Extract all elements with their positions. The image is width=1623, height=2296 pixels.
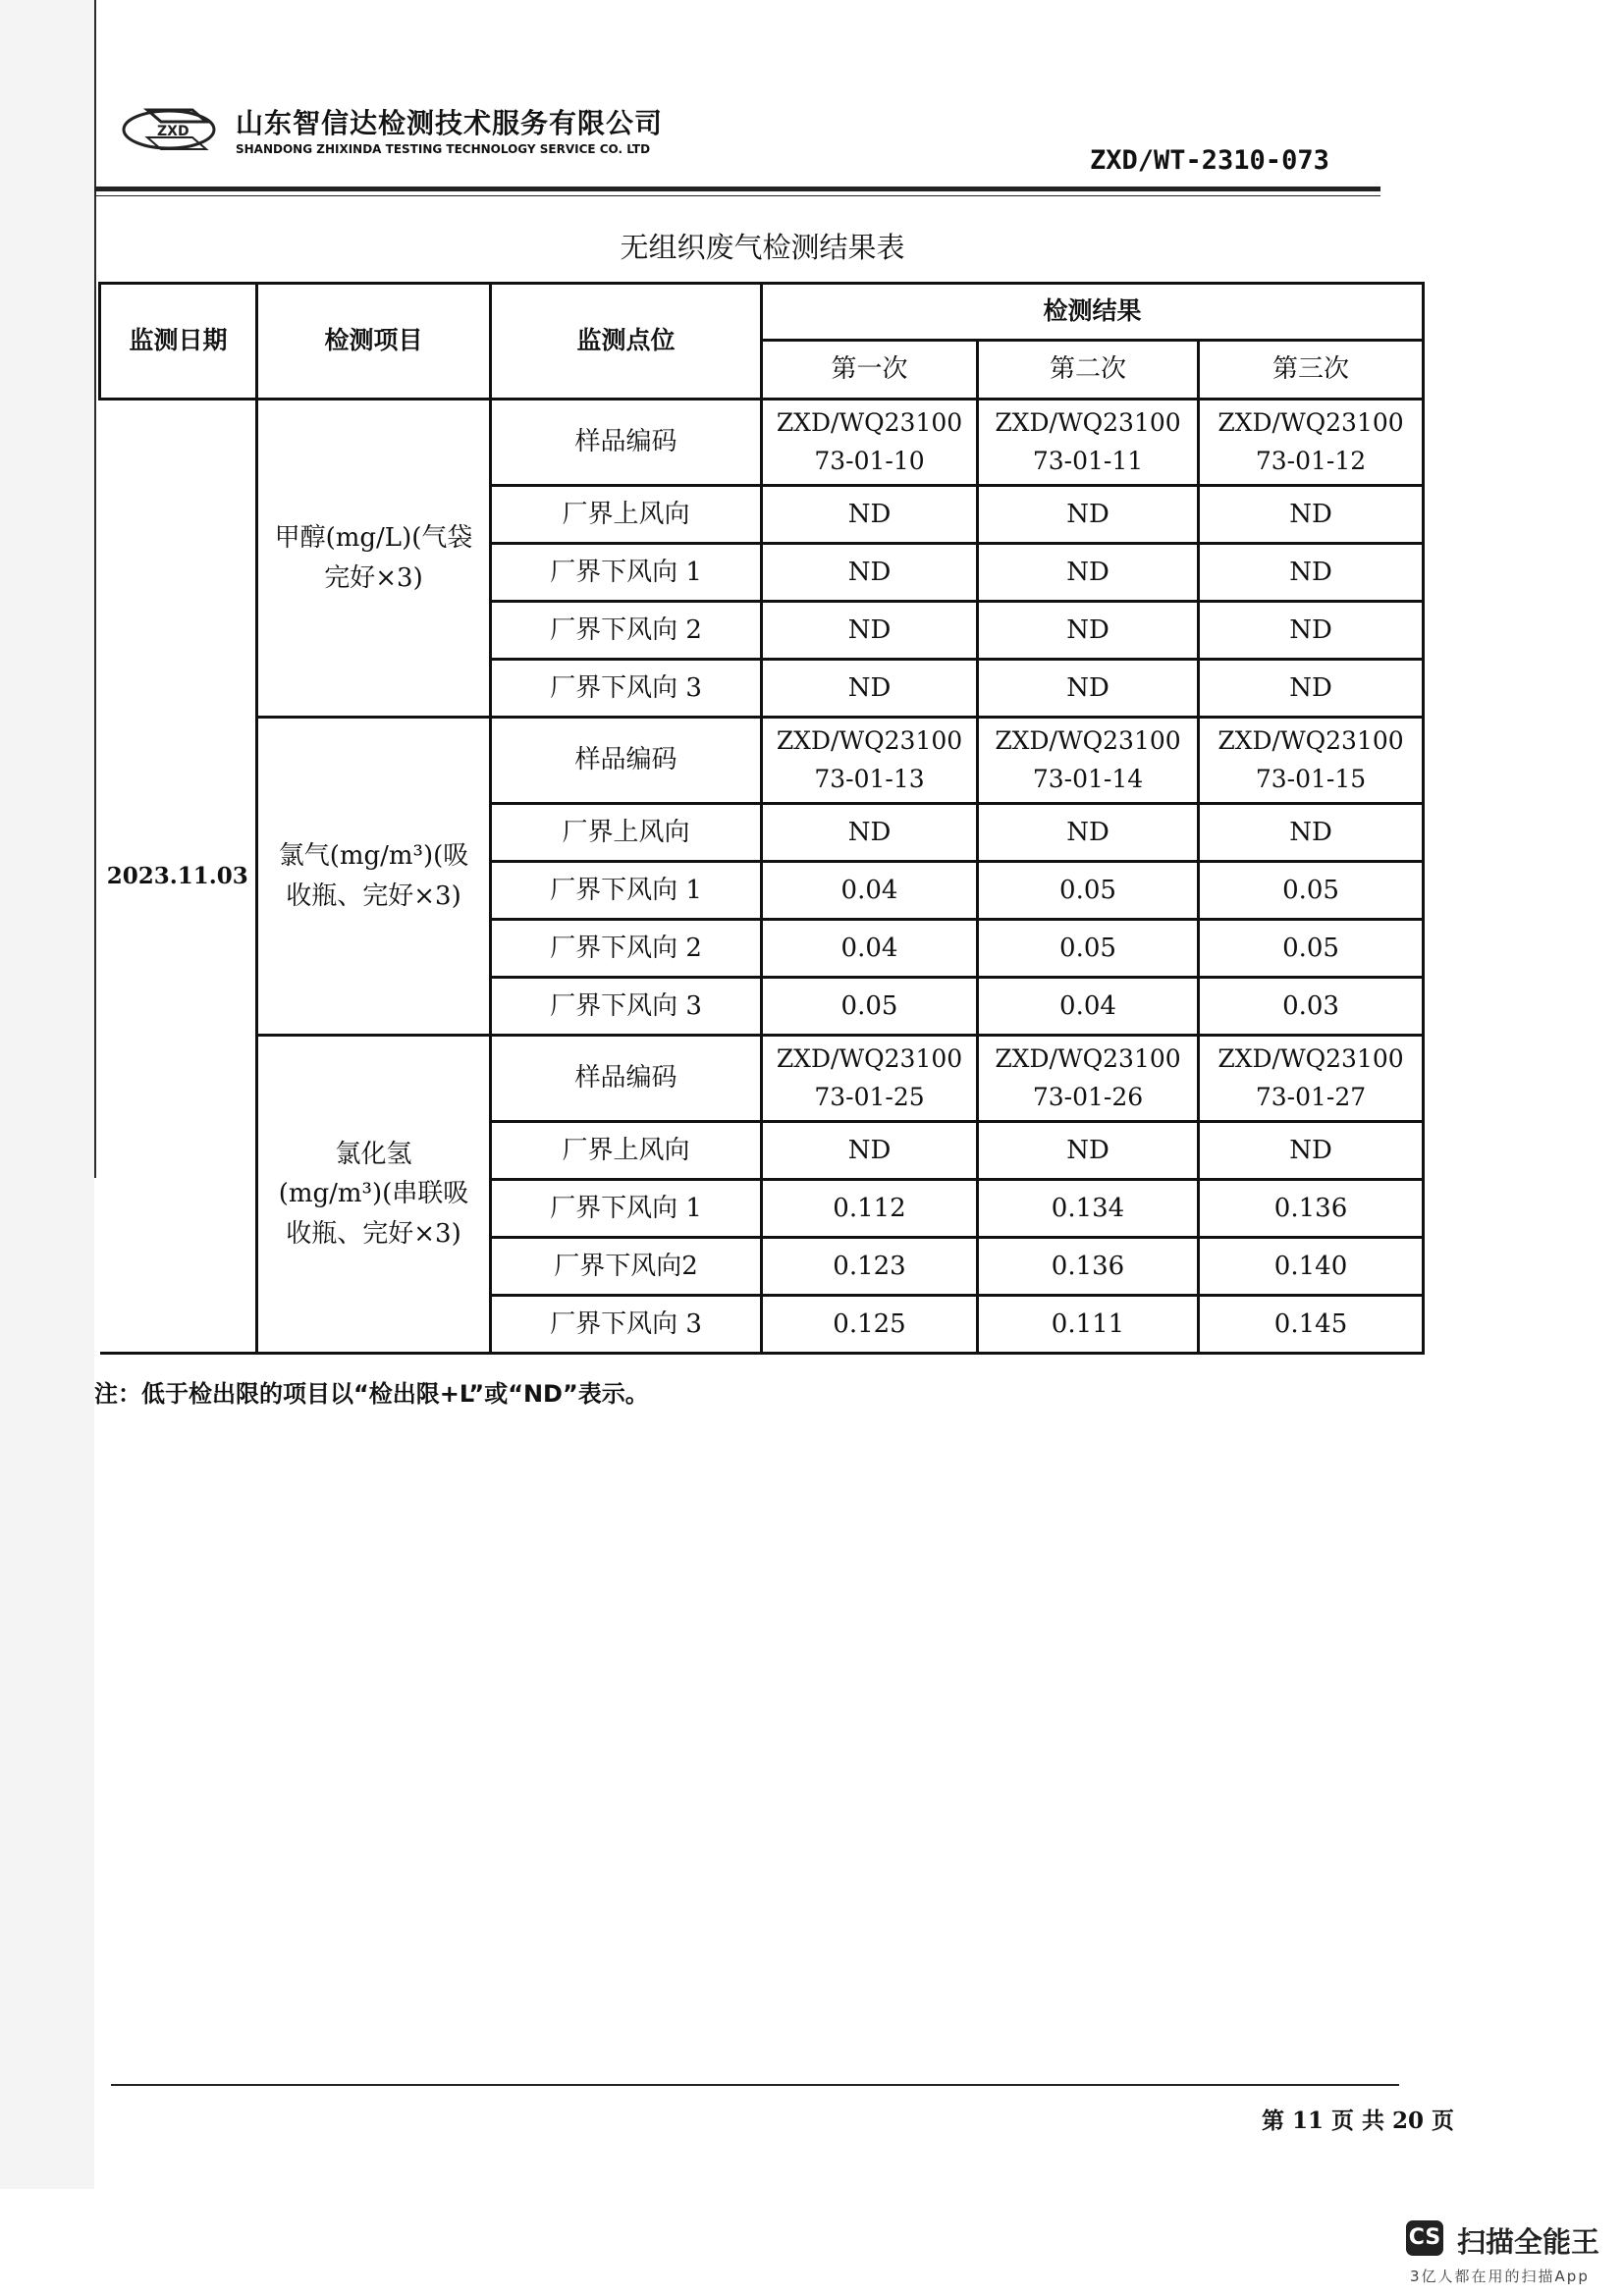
- point-cell: 厂界下风向 3: [491, 978, 762, 1036]
- point-cell: 厂界下风向 3: [491, 660, 762, 718]
- sample-code-label: 样品编码: [491, 1036, 762, 1122]
- results-table: [98, 282, 1425, 1355]
- value-cell: 0.123: [762, 1238, 978, 1296]
- value-cell: 0.04: [762, 920, 978, 978]
- point-cell: 厂界下风向 1: [491, 862, 762, 920]
- value-cell: 0.134: [978, 1180, 1199, 1238]
- value-cell: ND: [762, 1122, 978, 1180]
- value-cell: ND: [762, 804, 978, 862]
- value-cell: 0.111: [978, 1296, 1199, 1354]
- company-name-cn: 山东智信达检测技术服务有限公司: [236, 107, 664, 139]
- header-first: 第一次: [762, 341, 978, 400]
- value-cell: ND: [978, 486, 1199, 544]
- value-cell: ND: [762, 602, 978, 660]
- scanner-logo-icon: CS: [1406, 2220, 1443, 2256]
- header-third: 第三次: [1199, 341, 1424, 400]
- page-number: 第 11 页 共 20 页: [1262, 2108, 1455, 2134]
- value-cell: ND: [1199, 544, 1424, 602]
- value-cell: 0.04: [978, 978, 1199, 1036]
- point-cell: 厂界下风向 2: [491, 920, 762, 978]
- item-name: 甲醇(mg/L)(气袋 完好×3): [257, 400, 491, 718]
- point-cell: 厂界上风向: [491, 804, 762, 862]
- sample-code: ZXD/WQ23100 73-01-13: [762, 718, 978, 804]
- sample-code: ZXD/WQ23100 73-01-27: [1199, 1036, 1424, 1122]
- value-cell: 0.04: [762, 862, 978, 920]
- scanner-tagline: 3亿人都在用的扫描App: [1410, 2268, 1590, 2285]
- value-cell: 0.140: [1199, 1238, 1424, 1296]
- point-cell: 厂界下风向2: [491, 1238, 762, 1296]
- sample-code: ZXD/WQ23100 73-01-14: [978, 718, 1199, 804]
- sample-code: ZXD/WQ23100 73-01-11: [978, 400, 1199, 486]
- header-second: 第二次: [978, 341, 1199, 400]
- value-cell: 0.05: [978, 862, 1199, 920]
- value-cell: ND: [978, 602, 1199, 660]
- sample-code: ZXD/WQ23100 73-01-10: [762, 400, 978, 486]
- point-cell: 厂界上风向: [491, 1122, 762, 1180]
- point-cell: 厂界下风向 3: [491, 1296, 762, 1354]
- value-cell: ND: [978, 1122, 1199, 1180]
- sample-code: ZXD/WQ23100 73-01-12: [1199, 400, 1424, 486]
- value-cell: ND: [978, 804, 1199, 862]
- value-cell: ND: [978, 660, 1199, 718]
- header-item: 检测项目: [257, 284, 491, 400]
- table-row: [100, 718, 1424, 804]
- monitoring-date: 2023.11.03: [100, 400, 257, 1354]
- value-cell: 0.125: [762, 1296, 978, 1354]
- value-cell: 0.05: [978, 920, 1199, 978]
- company-name-en: SHANDONG ZHIXINDA TESTING TECHNOLOGY SERVICE CO. LTD: [236, 142, 651, 156]
- value-cell: 0.05: [1199, 862, 1424, 920]
- value-cell: ND: [1199, 660, 1424, 718]
- header-date: 监测日期: [100, 284, 257, 400]
- item-name: 氯气(mg/m³)(吸 收瓶、完好×3): [257, 718, 491, 1036]
- header-point: 监测点位: [491, 284, 762, 400]
- sample-code: ZXD/WQ23100 73-01-15: [1199, 718, 1424, 804]
- document-number: ZXD/WT-2310-073: [1090, 145, 1329, 176]
- value-cell: ND: [762, 544, 978, 602]
- table-note: 注：低于检出限的项目以“检出限+L”或“ND”表示。: [94, 1380, 649, 1408]
- value-cell: ND: [762, 486, 978, 544]
- footer-divider: [111, 2084, 1399, 2086]
- point-cell: 厂界下风向 2: [491, 602, 762, 660]
- value-cell: 0.112: [762, 1180, 978, 1238]
- item-name: 氯化氢 (mg/m³)(串联吸 收瓶、完好×3): [257, 1036, 491, 1354]
- table-row: [100, 400, 1424, 486]
- value-cell: ND: [762, 660, 978, 718]
- point-cell: 厂界下风向 1: [491, 1180, 762, 1238]
- company-logo-icon: [118, 96, 234, 155]
- scanner-app-name: 扫描全能王: [1457, 2225, 1600, 2259]
- header-divider-thin: [94, 195, 1380, 196]
- sample-code: ZXD/WQ23100 73-01-25: [762, 1036, 978, 1122]
- value-cell: ND: [1199, 1122, 1424, 1180]
- point-cell: 厂界下风向 1: [491, 544, 762, 602]
- sample-code-label: 样品编码: [491, 718, 762, 804]
- header-divider: [94, 187, 1380, 191]
- value-cell: 0.05: [762, 978, 978, 1036]
- value-cell: ND: [978, 544, 1199, 602]
- logo-text: ZXD: [157, 124, 189, 139]
- value-cell: 0.136: [978, 1238, 1199, 1296]
- header-results: 检测结果: [762, 284, 1424, 341]
- value-cell: 0.136: [1199, 1180, 1424, 1238]
- value-cell: ND: [1199, 602, 1424, 660]
- value-cell: 0.03: [1199, 978, 1424, 1036]
- value-cell: ND: [1199, 804, 1424, 862]
- scan-edge: [0, 0, 94, 2189]
- value-cell: 0.05: [1199, 920, 1424, 978]
- value-cell: ND: [1199, 486, 1424, 544]
- value-cell: 0.145: [1199, 1296, 1424, 1354]
- table-row: [100, 1036, 1424, 1122]
- page-title: 无组织废气检测结果表: [620, 231, 905, 264]
- sample-code: ZXD/WQ23100 73-01-26: [978, 1036, 1199, 1122]
- sample-code-label: 样品编码: [491, 400, 762, 486]
- scan-edge-line: [94, 0, 96, 1178]
- point-cell: 厂界上风向: [491, 486, 762, 544]
